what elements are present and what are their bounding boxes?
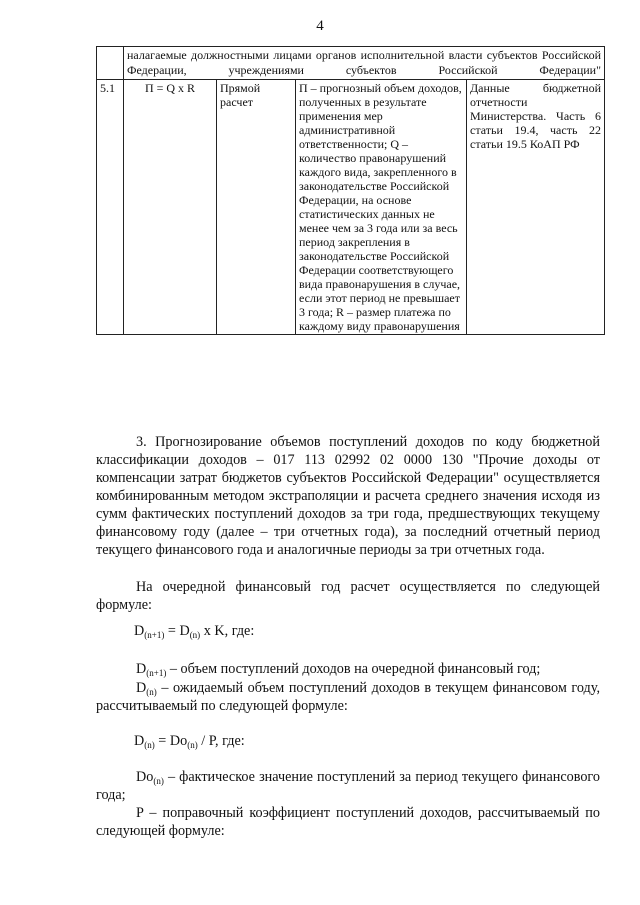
paragraph-3-text: 3. Прогнозирование объемов поступлений доходов по коду бюджетной классификации доходов – 017 113 02992 02 0000 130 "Прочие доходы от компенсации затрат бюджетов субъектов Российской Федерации" осуществляется комбинированным методом экстраполяции и расчета среднего значения исходя из сумм фактических поступлений доходов за три года, предшествующих текущему финансовому году (далее – три отчетных года), за последний отчетный период текущего финансового года и аналогичные периоды за три отчетных года. xyxy=(96,434,600,558)
formula-1-tail: x K, где: xyxy=(200,623,255,639)
formula-1 xyxy=(134,623,254,640)
formula-1-rhs-sub: (n) xyxy=(189,630,201,640)
def-3-symbol: Do xyxy=(136,769,154,785)
table-row xyxy=(97,80,605,335)
def-4-text: P – поправочный коэффициент поступлений доходов, рассчитываемый по следующей формуле: xyxy=(96,805,600,839)
row-description: П – прогнозный объем доходов, полученных в результате применения мер административной ответственности; Q – количество правонарушений каждого вида, закрепленного в законодательстве Российской Федерации, на основе статистических данных не менее чем за 3 года или за весь период закрепления в законодательстве Российской Федерации соответствующего вида правонарушения в случае, если этот период не превышает 3 года; R – размер платежа по каждому виду правонарушения xyxy=(296,80,467,335)
formula-2-rhs: Do xyxy=(169,733,188,749)
definition-4 xyxy=(96,804,600,840)
formula-1-lhs-sub: (n+1) xyxy=(144,630,165,640)
formula-1-rhs: D xyxy=(179,623,190,639)
page-number: 4 xyxy=(316,18,324,34)
def-1-symbol: D xyxy=(136,661,147,677)
def-3-text: – фактическое значение поступлений за период текущего финансового года; xyxy=(96,769,600,803)
formula-2-rhs-sub: (n) xyxy=(187,740,198,750)
row-method: Прямой расчет xyxy=(217,80,296,335)
definition-2 xyxy=(96,679,600,715)
row-formula: П = Q x R xyxy=(124,80,217,335)
definition-3 xyxy=(96,768,600,804)
def-2-sub: (n) xyxy=(146,687,157,697)
def-1-text: – объем поступлений доходов на очередной финансовый год; xyxy=(166,661,541,677)
def-3-sub: (n) xyxy=(153,776,164,786)
formula-intro-text: На очередной финансовый год расчет осуществляется по следующей формуле: xyxy=(96,579,600,613)
formula-2-tail: / P, где: xyxy=(197,733,245,749)
def-1-sub: (n+1) xyxy=(146,668,167,678)
continued-row-text: налагаемые должностными лицами органов исполнительной власти субъектов Российской Федерации, учреждениями субъектов Российской Федерации" xyxy=(124,47,605,80)
paragraph-formula-intro xyxy=(96,578,600,614)
def-2-symbol: D xyxy=(136,680,147,696)
table-row-continued xyxy=(97,47,605,80)
formula-2 xyxy=(134,733,245,750)
def-2-text: – ожидаемый объем поступлений доходов в текущем финансовом году, рассчитываемый по следующей формуле: xyxy=(96,680,600,714)
paragraph-3 xyxy=(96,433,600,559)
row-source: Данные бюджетной отчетности Министерства. Часть 6 статьи 19.4, часть 22 статьи 19.5 КоАП РФ xyxy=(467,80,605,335)
definition-1 xyxy=(96,660,600,678)
income-forecast-table xyxy=(96,46,605,335)
formula-1-eq: = xyxy=(164,623,180,639)
formula-2-lhs: D xyxy=(134,733,145,749)
row-number: 5.1 xyxy=(97,80,124,335)
empty-cell xyxy=(97,47,124,80)
formula-1-lhs: D xyxy=(134,623,145,639)
formula-2-eq: = xyxy=(154,733,170,749)
formula-2-lhs-sub: (n) xyxy=(144,740,155,750)
